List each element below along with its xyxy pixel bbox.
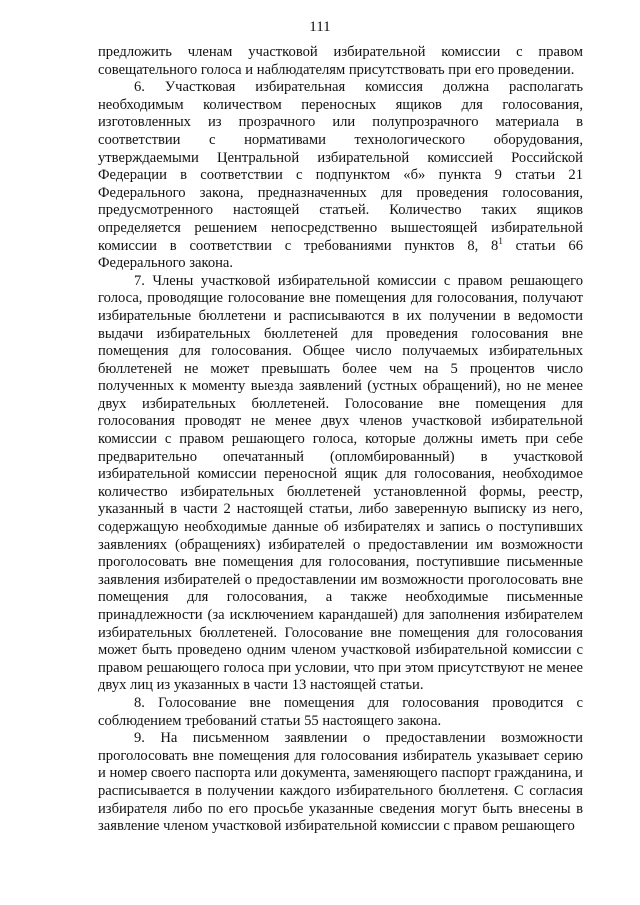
paragraph-item-8 xyxy=(98,695,583,730)
paragraph-text: 7. Члены участковой избирательной комиссии с правом решающего голоса, проводящие голосование вне помещения для голосования, получают избирательные бюллетени и расписываются в их получении в ведомости выдачи избирательных бюллетеней для проведения голосования вне помещения для голосования. Общее число получаемых избирательных бюллетеней не может превышать более чем на 5 процентов число полученных к моменту выезда заявлений (устных обращений), но не менее двух избирательных бюллетеней. Голосование вне помещения для голосования проводят не менее двух членов участковой избирательной комиссии с правом решающего голоса, которые должны иметь при себе предварительно опечатанный (опломбированный) в участковой избирательной комиссии переносной ящик для голосования, необходимое количество избирательных бюллетеней установленной формы, реестр, указанный в части 2 настоящей статьи, либо заверенную выписку из него, содержащую необходимые данные об избирателях и запись о поступивших заявлениях (обращениях) избирателей о предоставлении им возможности проголосовать вне помещения для голосования, поступившие письменные заявления избирателей о предоставлении им возможности проголосовать вне помещения для голосования, а также необходимые письменные принадлежности (за исключением карандашей) для заполнения избирателем избирательных бюллетеней. Голосование вне помещения для голосования может быть проведено одним членом участковой избирательной комиссии с правом решающего голоса при условии, что при этом присутствуют не менее двух лиц из указанных в части 13 настоящей статьи. xyxy=(98,272,583,694)
paragraph-text: статьи 66 Федерального закона. xyxy=(98,237,584,272)
paragraph-item-6 xyxy=(98,79,583,273)
superscript-index: 1 xyxy=(498,235,503,246)
paragraph-continuation xyxy=(98,44,583,79)
paragraph-item-9 xyxy=(98,730,583,836)
page-number: 111 xyxy=(309,19,331,35)
document-body xyxy=(98,44,583,836)
paragraph-text: предложить членам участковой избирательной комиссии с правом совещательного голоса и наблюдателям присутствовать при его проведении. xyxy=(98,44,583,78)
paragraph-item-7 xyxy=(98,273,583,695)
paragraph-text: 8. Голосование вне помещения для голосования проводится с соблюдением требований статьи 55 настоящего закона. xyxy=(98,694,583,729)
paragraph-text: 6. Участковая избирательная комиссия должна располагать необходимым количеством переносных ящиков для голосования, изготовленных из прозрачного или полупрозрачного материала в соответствии с нормативами технологического оборудования, утверждаемыми Центральной избирательной комиссией Российской Федерации в соответствии с подпунктом «б» пункта 9 статьи 21 Федерального закона, предназначенных для проведения голосования, предусмотренного настоящей статьей. Количество таких ящиков определяется решением непосредственно вышестоящей избирательной комиссии в соответствии с требованиями пунктов 8, 8 xyxy=(98,79,583,254)
paragraph-text: 9. На письменном заявлении о предоставлении возможности проголосовать вне помещения для голосования избиратель указывает серию и номер своего паспорта или документа, заменяющего паспорт гражданина, и расписывается в получении каждого избирательного бюллетеня. С согласия избирателя либо по его просьбе указанные сведения могут быть внесены в заявление членом участковой избирательной комиссии с правом решающего xyxy=(98,730,583,835)
